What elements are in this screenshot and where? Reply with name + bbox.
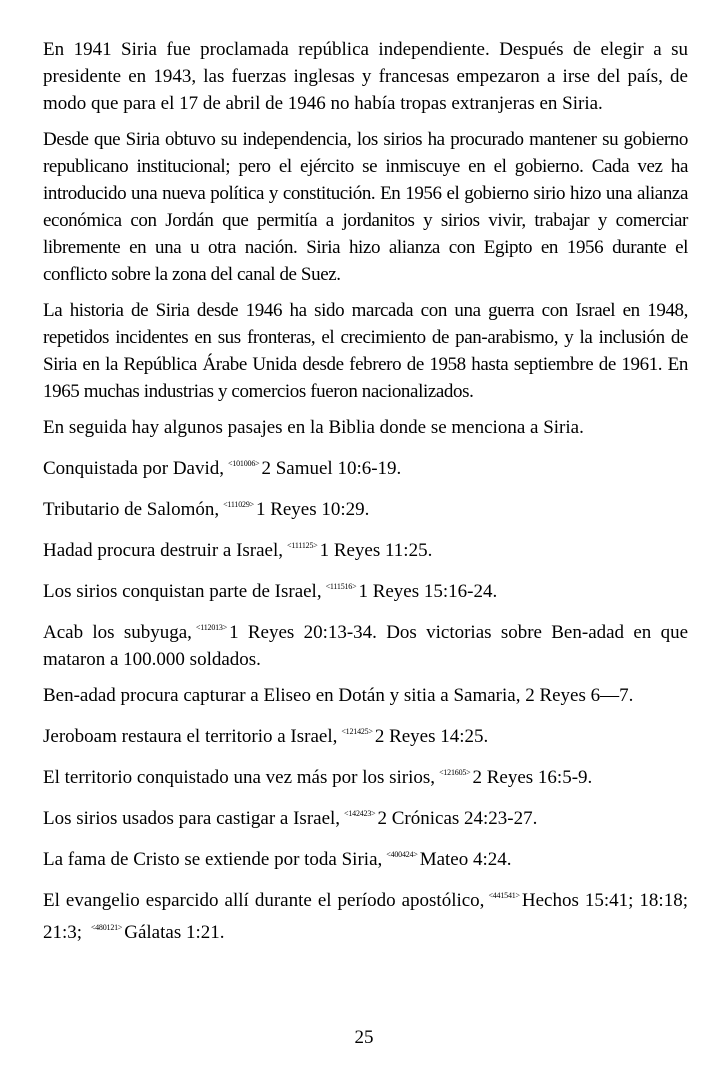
verse-reference: Gálatas 1:21. [124,922,225,943]
reference-item [43,718,688,750]
page-number: 25 [354,1027,374,1048]
verse-tag: <112013> [195,623,228,632]
reference-item [43,491,688,523]
verse-tag: <111125> [287,541,318,550]
verse-tag: <121605> [439,768,471,777]
reference-item [43,759,688,791]
verse-reference: 2 Samuel 10:6-19. [261,458,402,479]
verse-tag: <441541> [488,891,520,900]
reference-text: Acab los subyuga, [43,622,192,643]
verse-reference: Hechos 15:41; 18:18; 21:3; [43,890,688,943]
verse-reference: Mateo 4:24. [419,849,512,870]
reference-text: Tributario de Salomón, [43,499,220,520]
reference-item [43,841,688,873]
verse-reference: 2 Reyes 14:25. [374,726,489,747]
reference-text: El territorio conquistado una vez más por los sirios, [43,767,436,788]
verse-tag: <111029> [223,500,254,509]
verse-reference: 1 Reyes 10:29. [255,499,370,520]
verse-tag: <121425> [341,727,373,736]
paragraph-bible-intro: En seguida hay algunos pasajes en la Biblia donde se menciona a Siria. [43,417,584,438]
reference-item [43,614,688,673]
verse-tag: <111516> [325,582,357,591]
verse-reference: 1 Reyes 15:16-24. [358,581,498,602]
reference-item [43,450,688,482]
paragraph-government: Desde que Siria obtuvo su independencia, los sirios ha procurado mantener su gobierno republicano institucional; pero el ejército se inmiscuye en el gobierno. Cada vez ha introducido una nueva política y constitución. En 1956 el gobierno sirio hizo una alianza económica con Jordán que permitía a jordanitos y sirios vivir, trabajar y comerciar libremente en una u otra nación. Siria hizo alianza con Egipto en 1956 durante el conflicto sobre la zona del canal de Suez. [43,129,688,285]
reference-text: Hadad procura destruir a Israel, [43,540,284,561]
reference-text: El evangelio esparcido allí durante el período apostólico, [43,890,485,911]
reference-text: Los sirios usados para castigar a Israel, [43,808,341,829]
verse-reference: 2 Crónicas 24:23-27. [377,808,538,829]
verse-tag: <480121> [90,923,123,932]
reference-text: Jeroboam restaura el territorio a Israel, [43,726,338,747]
reference-text: La fama de Cristo se extiende por toda Siria, [43,849,383,870]
reference-item [43,800,688,832]
reference-item [43,682,688,709]
verse-reference: 1 Reyes 20:13-34. Dos victorias sobre Ben-adad en que mataron a 100.000 soldados. [43,622,688,670]
paragraph-independence: En 1941 Siria fue proclamada república independiente. Después de elegir a su presidente en 1943, las fuerzas inglesas y francesas empezaron a irse del país, de modo que para el 17 de abril de 1946 no había tropas extranjeras en Siria. [43,39,688,114]
reference-text: Ben-adad procura capturar a Eliseo en Dotán y sitia a Samaria, 2 Reyes 6—7. [43,685,634,706]
reference-text: Conquistada por David, [43,458,225,479]
reference-text: Los sirios conquistan parte de Israel, [43,581,322,602]
reference-item-last [43,882,688,946]
verse-tag: <101006> [228,459,260,468]
reference-item [43,532,688,564]
reference-item [43,573,688,605]
paragraph-history: La historia de Siria desde 1946 ha sido marcada con una guerra con Israel en 1948, repetidos incidentes en sus fronteras, el crecimiento de pan-arabismo, y la inclusión de Siria en la República Árabe Unida desde febrero de 1958 hasta septiembre de 1961. En 1965 muchas industrias y comercios fueron nacionalizados. [43,300,688,402]
verse-reference: 1 Reyes 11:25. [319,540,433,561]
verse-tag: <400424> [386,850,418,859]
verse-tag: <142423> [344,809,376,818]
verse-reference: 2 Reyes 16:5-9. [472,767,593,788]
